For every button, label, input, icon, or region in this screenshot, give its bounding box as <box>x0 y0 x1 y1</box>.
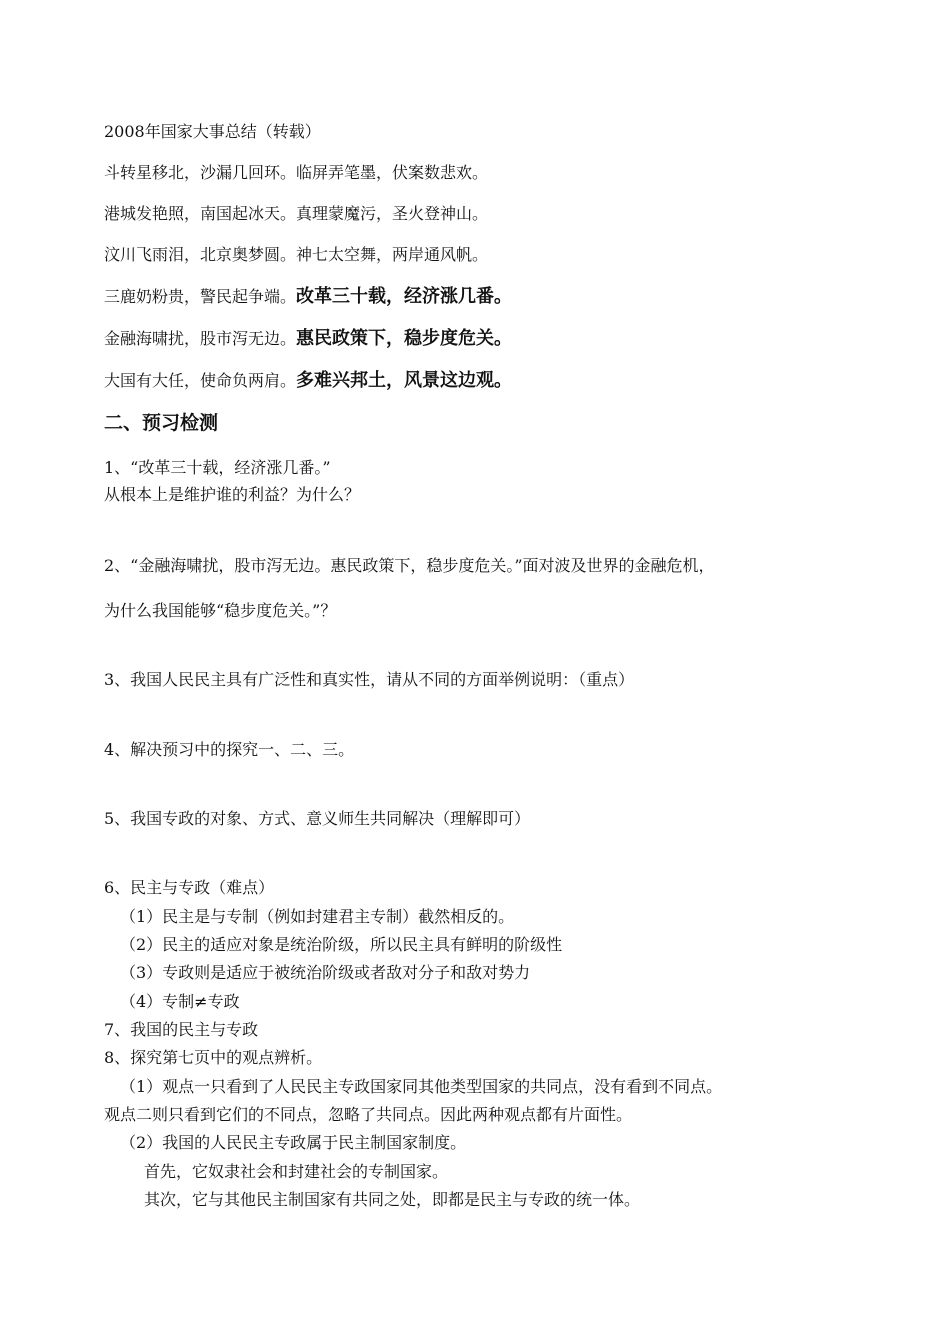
poem-line-1 <box>104 162 488 184</box>
poem-line-4-text: 三鹿奶粉贵，警民起争端。 <box>104 287 297 306</box>
poem-line-5 <box>104 328 512 350</box>
poem-line-4-bold: 改革三十载，经济涨几番。 <box>296 286 513 307</box>
question-2-line-1: 2、“金融海啸扰，股市泻无边。惠民政策下，稳步度危关。”面对波及世界的金融危机， <box>104 556 715 575</box>
poem-line-5-text: 金融海啸扰，股市泻无边。 <box>104 329 297 348</box>
poem-line-6-text: 大国有大任，使命负两肩。 <box>104 371 297 390</box>
question-8-point-1-line-2: 观点二则只看到它们的不同点，忽略了共同点。因此两种观点都有片面性。 <box>104 1105 633 1124</box>
poem-line-2-text: 港城发艳照，南国起冰天。真理蒙魔污，圣火登神山。 <box>104 204 489 223</box>
question-5: 5、我国专政的对象、方式、意义师生共同解决（理解即可） <box>104 809 531 828</box>
question-8-point-2-second: 其次，它与其他民主制国家有共同之处，即都是民主与专政的统一体。 <box>144 1190 641 1209</box>
question-1-line-2: 从根本上是维护谁的利益？为什么？ <box>104 485 361 504</box>
question-6-item-4: （4）专制≠专政 <box>120 992 240 1011</box>
poem-line-3 <box>104 244 488 266</box>
question-1-line-1: 1、“改革三十载，经济涨几番。” <box>104 458 331 477</box>
poem-line-1-text: 斗转星移北，沙漏几回环。临屏弄笔墨，伏案数悲欢。 <box>104 163 489 182</box>
question-8-title: 8、探究第七页中的观点辨析。 <box>104 1048 323 1067</box>
document-title: 2008年国家大事总结（转载） <box>104 122 321 141</box>
question-8-point-2: （2）我国的人民民主专政属于民主制国家制度。 <box>120 1133 467 1152</box>
poem-line-4 <box>104 286 512 308</box>
question-8-point-1-line-1: （1）观点一只看到了人民民主专政国家同其他类型国家的共同点，没有看到不同点。 <box>120 1077 723 1096</box>
question-6-item-2: （2）民主的适应对象是统治阶级，所以民主具有鲜明的阶级性 <box>120 935 563 954</box>
poem-line-6-bold: 多难兴邦土，风景这边观。 <box>296 370 513 391</box>
question-6-item-3: （3）专政则是适应于被统治阶级或者敌对分子和敌对势力 <box>120 963 531 982</box>
question-7: 7、我国的民主与专政 <box>104 1020 259 1039</box>
question-6-title: 6、民主与专政（难点） <box>104 878 275 897</box>
poem-line-2 <box>104 203 488 225</box>
question-4: 4、解决预习中的探究一、二、三。 <box>104 740 355 759</box>
poem-line-5-bold: 惠民政策下，稳步度危关。 <box>296 328 513 349</box>
question-2-line-2: 为什么我国能够“稳步度危关。”？ <box>104 601 337 620</box>
question-3: 3、我国人民民主具有广泛性和真实性，请从不同的方面举例说明：（重点） <box>104 670 635 689</box>
question-8-point-2-first: 首先，它奴隶社会和封建社会的专制国家。 <box>144 1162 449 1181</box>
poem-line-6 <box>104 370 512 392</box>
question-6-item-1: （1）民主是与专制（例如封建君主专制）截然相反的。 <box>120 907 515 926</box>
section-heading: 二、预习检测 <box>104 412 219 434</box>
poem-line-3-text: 汶川飞雨泪，北京奥梦圆。神七太空舞，两岸通风帆。 <box>104 245 489 264</box>
